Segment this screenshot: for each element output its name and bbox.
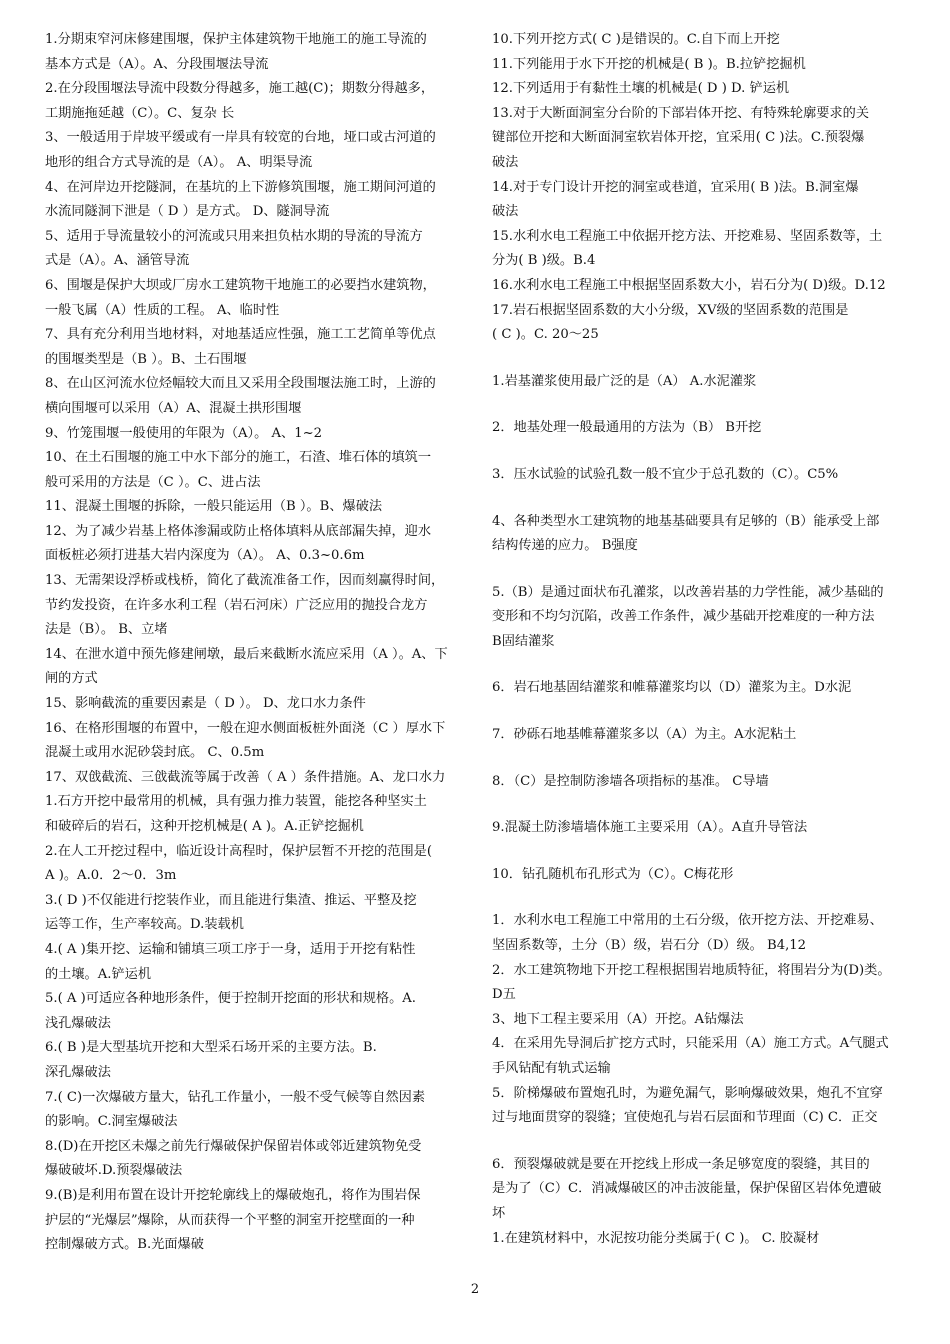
text-line: 8、在山区河流水位烃幅较大而且又采用全段围堰法施工时，上游的 [45, 376, 436, 392]
text-line: 6、围堰是保护大坝或厂房水工建筑物干地施工的必要挡水建筑物， [45, 277, 436, 293]
text-line: 深孔爆破法 [45, 1064, 111, 1080]
text-line: 的影响。C.洞室爆破法 [45, 1114, 178, 1130]
text-line: 4.( A )集开挖、运输和铺填三项工序于一身，适用于开挖有粘性 [45, 941, 416, 957]
text-line: 16.水利水电工程施工中根据坚固系数大小，岩石分为( D)级。D.12 [492, 277, 886, 293]
text-line: 12.下列适用于有黏性土壤的机械是( D ) D. 铲运机 [492, 81, 790, 97]
text-line: 5．阶梯爆破布置炮孔时，为避免漏气，影响爆破效果，炮孔不宜穿 [492, 1085, 883, 1101]
text-line: 1.岩基灌浆使用最广泛的是（A） A.水泥灌浆 [492, 373, 757, 389]
text-line: 8．（C）是控制防渗墙各项指标的基准。 C导墙 [492, 773, 769, 789]
text-line: 的土壤。A.铲运机 [45, 966, 152, 982]
text-line: 的围堰类型是（B ）。B、土石围堰 [45, 351, 247, 367]
text-line: 4、在河岸边开挖隧洞，在基坑的上下游修筑围堰，施工期间河道的 [45, 179, 436, 195]
text-line: 3．压水试验的试验孔数一般不宜少于总孔数的（C）。C5% [492, 466, 839, 482]
text-line: 15.水利水电工程施工中依据开挖方法、开挖难易、坚固系数等，土 [492, 228, 883, 244]
text-line: 2．地基处理一般最通用的方法为（B） B开挖 [492, 420, 762, 436]
text-line: 7.( C)一次爆破方量大，钻孔工作量小，一般不受气候等自然因素 [45, 1089, 426, 1105]
text-line: 护层的“光爆层”爆除，从而获得一个平整的洞室开挖壁面的一种 [45, 1212, 415, 1228]
text-line: D五 [492, 987, 516, 1003]
text-line: 坏 [492, 1205, 506, 1221]
text-line: 横向围堰可以采用（A）A、混凝土拱形围堰 [45, 400, 302, 416]
text-line: 11.下列能用于水下开挖的机械是( B )。B.拉铲挖掘机 [492, 56, 806, 72]
text-line: 6.( B )是大型基坑开挖和大型采石场开采的主要方法。B. [45, 1040, 377, 1056]
text-line: 3、一般适用于岸坡平缓或有一岸具有较宽的台地，垭口或古河道的 [45, 130, 436, 146]
left-column [45, 28, 463, 1258]
text-line: 过与地面贯穿的裂缝；宜使炮孔与岩石层面和节理面（C) C．正交 [492, 1110, 878, 1126]
text-line: 1.在建筑材料中，水泥按功能分类属于( C )。 C. 胶凝材 [492, 1230, 820, 1246]
text-line: 13.对于大断面洞室分台阶的下部岩体开挖、有特殊轮廓要求的关 [492, 105, 870, 121]
text-line: A )。A.0．2～0．3m [45, 868, 177, 884]
text-line: 般可采用的方法是（C ）。C、进占法 [45, 474, 261, 490]
text-line: 基本方式是（A）。A、分段围堰法导流 [45, 56, 269, 72]
text-line: 10.下列开挖方式( C )是错误的。C.自下而上开挖 [492, 32, 780, 47]
text-line: 一般飞属（A）性质的工程。 A、临时性 [45, 302, 280, 318]
text-line: 面板桩必须打进基大岩内深度为（A）。 A、0.3~0.6m [45, 548, 365, 564]
text-line: 结构传递的应力。 B强度 [492, 538, 638, 554]
text-line: 变形和不均匀沉陷，改善工作条件，减少基础开挖难度的一种方法 [492, 609, 875, 625]
text-line: 3、地下工程主要采用（A）开挖。A钻爆法 [492, 1011, 744, 1027]
text-line: 11、混凝土围堰的拆除，一般只能运用（B ）。B、爆破法 [45, 499, 383, 515]
text-line: 16、在格形围堰的布置中，一般在迎水侧面板桩外面浇（C ）厚水下 [45, 720, 446, 736]
text-line: 1．水利水电工程施工中常用的土石分级，依开挖方法、开挖难易、 [492, 913, 883, 929]
text-line: 7、具有充分利用当地材料，对地基适应性强，施工工艺简单等优点 [45, 327, 436, 343]
text-line: 14.对于专门设计开挖的洞室或巷道，宜采用( B )法。B.洞室爆 [492, 179, 859, 195]
text-line: 9.(B)是利用布置在设计开挖轮廓线上的爆破炮孔，将作为围岩保 [45, 1187, 421, 1203]
text-line: 5.（B）是通过面状布孔灌浆，以改善岩基的力学性能，减少基础的 [492, 584, 884, 600]
text-line: 是为了（C）C．消减爆破区的冲击波能量，保护保留区岩体免遭破 [492, 1181, 882, 1197]
text-line: 17、双戗截流、三戗截流等属于改善（ A ）条件措施。A、龙口水力 [45, 769, 446, 785]
text-line: 1.分期束窄河床修建围堰，保护主体建筑物干地施工的施工导流的 [45, 32, 427, 47]
text-line: 5、适用于导流量较小的河流或只用来担负枯水期的导流的导流方 [45, 228, 423, 244]
text-line: 键部位开挖和大断面洞室软岩体开挖，宜采用( C )法。C.预裂爆 [492, 130, 865, 146]
text-line: 破法 [492, 154, 519, 170]
text-line: 15、影响截流的重要因素是（ D ）。 D、龙口水力条件 [45, 696, 366, 712]
text-line: 1.石方开挖中最常用的机械，具有强力推力装置，能挖各种坚实土 [45, 794, 427, 810]
text-line: 式是（A）。A、涵管导流 [45, 253, 190, 269]
text-line: 浅孔爆破法 [45, 1015, 111, 1031]
text-line: B固结灌浆 [492, 633, 555, 649]
text-line: 运等工作，生产率较高。D.装载机 [45, 917, 244, 933]
text-line: 9、竹笼围堰一般使用的年限为（A）。 A、1~2 [45, 425, 323, 441]
text-line: 混凝土或用水泥砂袋封底。 C、0.5m [45, 745, 265, 761]
text-line: 工期施拖延越（C）。C、复杂 长 [45, 105, 235, 121]
text-line: 10．钻孔随机布孔形式为（C）。C梅花形 [492, 866, 734, 882]
text-line: 13、无需架设浮桥或栈桥，简化了截流准备工作，因而刻赢得时间， [45, 573, 445, 589]
text-line: 和破碎后的岩石，这种开挖机械是( A )。A.正铲挖掘机 [45, 819, 364, 834]
text-line: 4、各种类型水工建筑物的地基基础要具有足够的（B）能承受上部 [492, 513, 880, 529]
text-line: 4．在采用先导洞后扩挖方式时，只能采用（A）施工方式。A气腿式 [492, 1036, 889, 1052]
text-line: 2．水工建筑物地下开挖工程根据围岩地质特征，将围岩分为(D)类。 [492, 962, 891, 978]
text-line: 分为( B )级。B.4 [492, 253, 596, 269]
right-column [492, 28, 912, 1251]
text-line: 9.混凝土防渗墙墙体施工主要采用（A）。A直升导管法 [492, 820, 808, 836]
text-line: 闸的方式 [45, 671, 98, 687]
text-line: 2.在分段围堰法导流中段数分得越多，施工越(C)；期数分得越多， [45, 81, 435, 97]
text-line: 节约发投资，在许多水利工程（岩石河床）广泛应用的抛投合龙方 [45, 597, 428, 613]
text-line: ( C )。C. 20～25 [492, 327, 599, 343]
text-line: 6．预裂爆破就是要在开挖线上形成一条足够宽度的裂缝，其目的 [492, 1156, 870, 1172]
text-line: 坚固系数等，土分（B）级，岩石分（D）级。 B4,12 [492, 938, 807, 954]
text-line: 8.(D)在开挖区未爆之前先行爆破保护保留岩体或邻近建筑物免受 [45, 1138, 422, 1154]
text-line: 10、在土石围堰的施工中水下部分的施工，石渣、堆石体的填筑一 [45, 450, 432, 466]
text-line: 12、为了减少岩基上格体渗漏或防止格体填料从底部漏失掉，迎水 [45, 523, 432, 539]
text-line: 3.( D )不仅能进行挖装作业，而且能进行集渣、推运、平整及挖 [45, 892, 417, 908]
text-line: 爆破破坏.D.预裂爆破法 [45, 1163, 183, 1179]
text-line: 法是（B）。 B、立堵 [45, 622, 168, 638]
text-line: 14、在泄水道中预先修建闸墩，最后来截断水流应采用（A ）。A、下 [45, 646, 448, 662]
page-number: 2 [470, 1282, 480, 1297]
text-line: 17.岩石根据坚固系数的大小分级，XV级的坚固系数的范围是 [492, 302, 849, 318]
text-line: 手风钻配有轨式运输 [492, 1061, 611, 1076]
text-line: 2.在人工开挖过程中，临近设计高程时，保护层暂不开挖的范围是( [45, 843, 432, 859]
text-line: 水流同隧洞下泄是（ D ）是方式。 D、隧洞导流 [45, 204, 330, 220]
text-line: 控制爆破方式。B.光面爆破 [45, 1237, 204, 1253]
text-line: 7．砂砾石地基帷幕灌浆多以（A）为主。A水泥粘土 [492, 727, 797, 743]
text-line: 5.( A )可适应各种地形条件，便于控制开挖面的形状和规格。A. [45, 991, 416, 1007]
text-line: 6．岩石地基固结灌浆和帷幕灌浆均以（D）灌浆为主。D水泥 [492, 680, 852, 696]
text-line: 破法 [492, 204, 519, 220]
text-line: 地形的组合方式导流的是（A）。 A、明渠导流 [45, 154, 313, 170]
